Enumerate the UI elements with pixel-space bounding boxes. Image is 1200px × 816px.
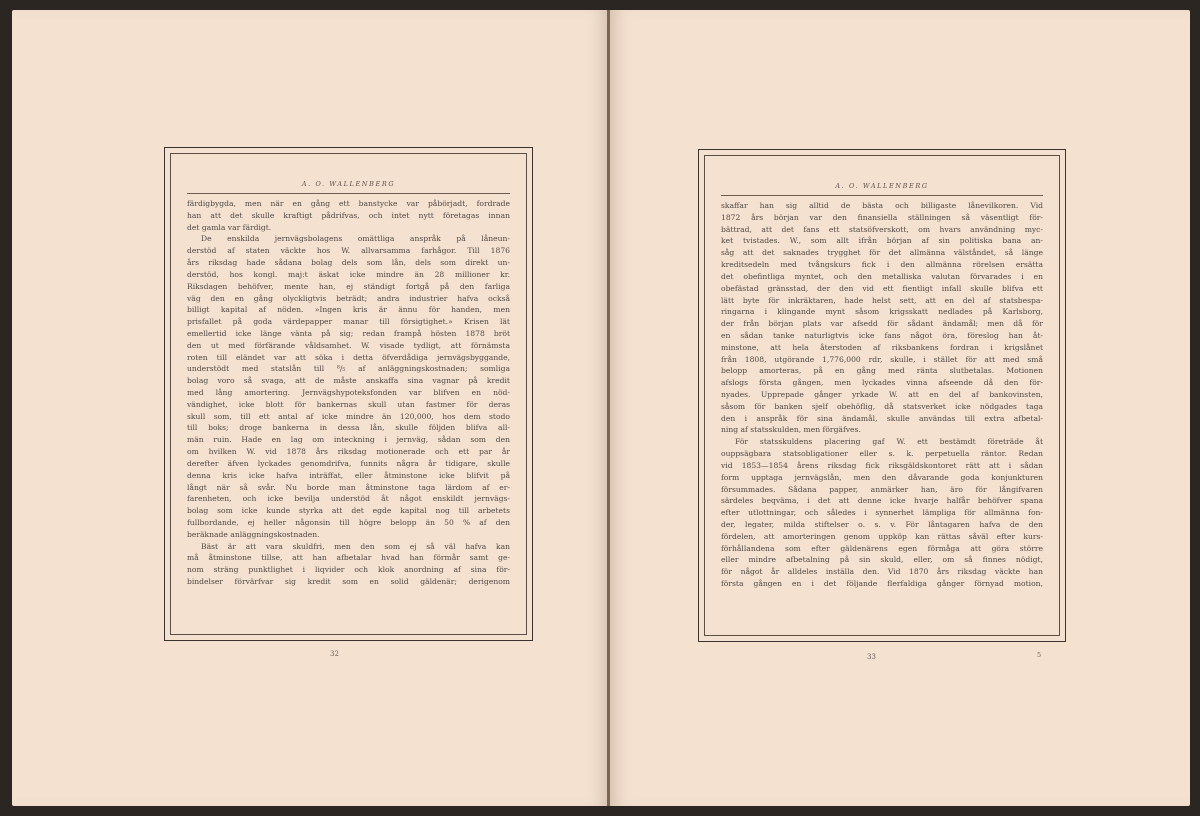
- text-line: minstone, att hela återstoden af riksbankens fordran i krigslånet: [721, 342, 1043, 352]
- right-page-frame: [698, 149, 1066, 642]
- text-line: ket tvistades. W., som allt ifrån början af sin politiska bana an-: [721, 236, 1043, 246]
- text-line: förhållandena som efter gäldenärens egen förmåga att göra större: [721, 543, 1043, 553]
- text-line: färdigbygda, men när en gång ett banstycke var påbörjadt, fordrade: [187, 199, 510, 208]
- right-running-header: A. O. WALLENBERG: [835, 182, 929, 190]
- text-line: Bäst är att vara skuldfri, men den som ej så väl hafva kan: [201, 541, 510, 551]
- right-header-rule: [721, 195, 1043, 196]
- text-line: obefästad gränsstad, der den vid ett fientligt infall skulle blifva ett: [721, 283, 1043, 293]
- text-line: första gången en i det följande flerfaldiga gånger förnyad motion,: [721, 579, 1043, 588]
- text-line: såg att det saknades trygghet för det allmänna välståndet, så länge: [721, 248, 1043, 258]
- text-line: derstöd af staten väckte hos W. allvarsamma farhågor. Till 1876: [187, 246, 510, 256]
- text-line: Riksdagen behöfver, mente han, ej ständigt fortgå på den farliga: [187, 281, 510, 291]
- text-line: understödt med statslån till ⁸/₅ af anläggningskostnaden; somliga: [187, 364, 510, 374]
- text-line: till boks; droge bankerna in dessa lån, skulle följden blifva all-: [187, 423, 510, 433]
- text-line: derefter äfven lyckades genomdrifva, funnits några år tidigare, skulle: [187, 458, 510, 468]
- left-page-frame: [164, 147, 533, 641]
- text-line: det obefintliga myntet, och den metalliska valutan förvarades i en: [721, 271, 1043, 281]
- text-line: män ruin. Hade en lag om inteckning i jernväg, sådan som den: [187, 435, 510, 445]
- text-line: det gamla var färdigt.: [187, 222, 272, 232]
- text-line: bolag som icke kunde styrka att det egde kapital nog till arbetets: [187, 506, 510, 516]
- text-line: ringarna i klingande mynt såsom krigsskatt nedlades på Karlsborg,: [721, 307, 1043, 317]
- text-line: nyades. Upprepade gånger yrkade W. att en del af bankovinsten,: [721, 390, 1043, 399]
- text-line: långt när så svår. Nu borde man åtminstone taga lärdom af er-: [187, 482, 510, 492]
- text-line: belopp amorteras, på en gång med ränta slutbetalas. Motionen: [721, 366, 1043, 376]
- text-line: fördelen, att amorteringen genom uppköp kan rättas såväl efter kurs-: [721, 531, 1043, 541]
- text-line: kreditsedeln med tvångskurs fick i den allmänna rörelsen ersätta: [721, 260, 1043, 270]
- text-line: års riksdag hade sådana bolag dels som lån, dels som direkt un-: [187, 258, 510, 268]
- text-line: 1872 års början var den finansiella ställningen så väsentligt för-: [721, 212, 1043, 222]
- left-page-number: 32: [330, 650, 339, 658]
- text-line: bindelser förvärfvar sig kredit som en solid gäldenär; derigenom: [187, 577, 510, 586]
- text-line: billigt kapital af nöden. »Ingen kris är ännu för handen, men: [187, 305, 510, 315]
- text-line: form upptaga jernvägslån, men den dåvarande goda konjunkturen: [721, 472, 1043, 482]
- text-line: eller mindre afbetalning på sin skuld, eller, om så finnes nödigt,: [721, 555, 1043, 565]
- text-line: roten till eländet var att söka i detta öfverdådiga jernvägsbyggande,: [187, 352, 510, 362]
- text-line: För statsskuldens placering gaf W. ett bestämdt företräde åt: [735, 437, 1043, 447]
- text-line: må åtminstone tillse, att han afbetalar hvad han förmår samt ge-: [187, 553, 510, 563]
- text-line: derstöd, hos kongl. maj:t äskat icke mindre än 28 millioner kr.: [187, 269, 510, 279]
- text-line: bättrad, att det fans ett statsöfverskott, om hvars användning myc-: [721, 224, 1043, 234]
- text-line: skaffar han sig alltid de bästa och billigaste lånevilkoren. Vid: [721, 201, 1043, 210]
- text-line: särdeles beqväma, i det att denne icke hvarje halfår behöfver spana: [721, 496, 1043, 506]
- text-line: väg den en gång olyckligtvis beträdt; andra industrier hafva också: [187, 293, 510, 303]
- left-header-rule: [187, 193, 510, 194]
- signature-mark: 5: [1037, 651, 1042, 659]
- text-line: afslogs första gången, men lyckades vinna afseende då den för-: [721, 378, 1043, 388]
- text-line: den ut med förfärande våldsamhet. W. visade tydligt, att förnämsta: [187, 340, 510, 350]
- left-running-header: A. O. WALLENBERG: [301, 180, 396, 188]
- left-body-text: [187, 198, 510, 588]
- text-line: farenheten, och icke bevilja understöd åt något enskildt jernvägs-: [187, 494, 510, 504]
- text-line: der från början plats var afsedd för sådant ändamål; men då för: [721, 319, 1043, 329]
- right-page: [610, 10, 1190, 806]
- text-line: bolag voro så svaga, att de måste anskaffa sina vagnar på kredit: [187, 376, 510, 386]
- text-line: beräknade anläggningskostnaden.: [187, 529, 320, 539]
- text-line: från 1808, utgörande 1,776,000 rdr, skulle, i stället för att med små: [721, 354, 1043, 364]
- text-line: denna kris icke hafva inträffat, eller åtminstone icke blifvit på: [187, 470, 510, 480]
- text-line: efter utlottningar, och således i synnerhet lämpliga för allmänna fon-: [721, 508, 1043, 518]
- text-line: vid 1853—1854 årens riksdag fick riksgäldskontoret rätt att i sådan: [721, 460, 1043, 470]
- text-line: prisfallet på goda värdepapper manar till försigtighet.» Krisen lät: [187, 317, 510, 327]
- text-line: med lång amortering. Jernvägshypoteksfonden var blifven en nöd-: [187, 388, 510, 397]
- text-line: fullbordande, ej heller någonsin till högre belopp än 50 % af den: [187, 517, 510, 527]
- text-line: lätt byte för inkräktaren, hade helst sett, att en del af statsbespa-: [721, 295, 1043, 305]
- text-line: emellertid icke länge vänta på sig; redan frampå hösten 1878 bröt: [187, 328, 510, 338]
- text-line: der, legater, milda stiftelser o. s. v. För låntagaren hafva de den: [721, 519, 1043, 529]
- text-line: den i anspråk för sina ändamål, skulle användas till extra afbetal-: [721, 413, 1043, 423]
- text-line: för något år alldeles inställa den. Vid 1870 års riksdag väckte han: [721, 567, 1043, 577]
- text-line: såsom för banken sjelf obehöflig, då statsverket icke nödgades taga: [721, 401, 1043, 411]
- text-line: nom sträng punktlighet i liqvider och klok anordning af sina för-: [187, 565, 510, 575]
- right-body-text: [721, 200, 1043, 590]
- text-line: om hvilken W. vid 1878 års riksdag motionerade och ett par år: [187, 447, 510, 457]
- book-spread: [12, 10, 1190, 806]
- text-line: försummades. Sådana papper, anmärker han, äro för långifvaren: [721, 484, 1043, 494]
- text-line: ouppsägbara statsobligationer eller s. k. perpetuella räntor. Redan: [721, 449, 1043, 459]
- text-line: en sådan tanke naturligtvis icke fans något öra, föreslog han åt-: [721, 330, 1043, 340]
- left-page: [12, 10, 608, 806]
- text-line: han att det skulle kraftigt pådrifvas, och intet nytt företagas innan: [187, 210, 510, 220]
- right-page-number: 33: [867, 653, 876, 661]
- text-line: vändighet, icke blott för bankernas skull utan fastmer för deras: [187, 399, 510, 409]
- text-line: De enskilda jernvägsbolagens omättliga anspråk på låneun-: [201, 234, 510, 244]
- text-line: ning af statsskulden, men förgäfves.: [721, 425, 861, 435]
- text-line: skull som, till ett antal af icke mindre än 120,000, hos dem stodo: [187, 411, 510, 421]
